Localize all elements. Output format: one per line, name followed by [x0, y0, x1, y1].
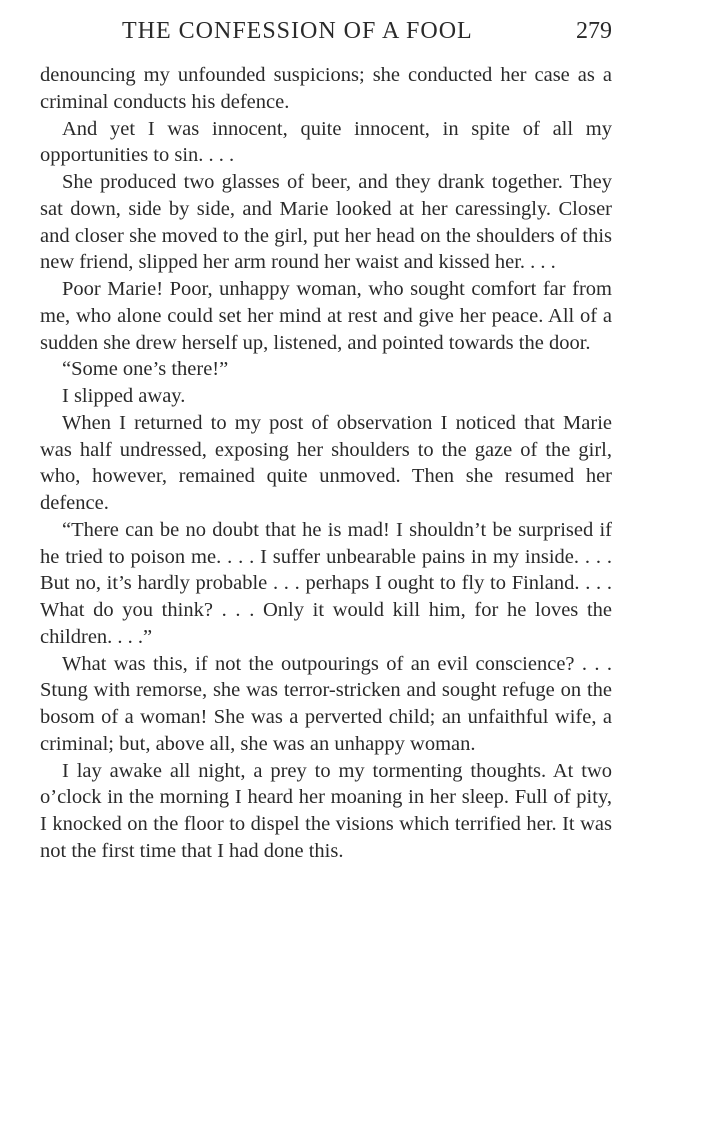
- dialogue-line: “Some one’s there!”: [62, 358, 229, 381]
- running-title: THE CONFESSION OF A FOOL: [122, 18, 473, 44]
- body-text: [40, 62, 612, 865]
- paragraph: When I returned to my post of observation I noticed that Marie was half undressed, exposing her shoulders to the gaze of the girl, who, however, remained quite unmoved. Then she resumed her defence.: [40, 411, 612, 514]
- page-number: 279: [576, 18, 612, 44]
- paragraph: I lay awake all night, a prey to my tormenting thoughts. At two o’clock in the morning I heard her moaning in her sleep. Full of pity, I knocked on the floor to dispel the visions which terrified her. It was not the first time that I had done this.: [40, 759, 612, 862]
- paragraph: She produced two glasses of beer, and they drank together. They sat down, side by side, and Marie looked at her caressingly. Closer and closer she moved to the girl, put her head on the shoulders of this new friend, slipped her arm round her waist and kissed her. . . .: [40, 171, 612, 274]
- paragraph: Poor Marie! Poor, unhappy woman, who sought comfort far from me, who alone could set her mind at rest and give her peace. All of a sudden she drew herself up, listened, and pointed towards the door.: [40, 278, 612, 354]
- paragraph: And yet I was innocent, quite innocent, in spite of all my opportunities to sin. . . .: [40, 117, 612, 167]
- paragraph: I slipped away.: [62, 385, 186, 407]
- dialogue-paragraph: “There can be no doubt that he is mad! I shouldn’t be surprised if he tried to poison me. . . . I suffer unbearable pains in my inside. . . . But no, it’s hardly probable . . . perhaps I ought to fly to Finland. . . . What do you think? . . . Only it would kill him, for he loves the children. . . .”: [40, 518, 612, 648]
- paragraph: What was this, if not the outpourings of an evil conscience? . . . Stung with remorse, she was terror-stricken and sought refuge on the bosom of a woman! She was a perverted child; an unfaithful wife, a criminal; but, above all, she was an unhappy woman.: [40, 652, 612, 755]
- paragraph-continuation: denouncing my unfounded suspicions; she conducted her case as a criminal conducts his defence.: [40, 64, 612, 113]
- page-header: [40, 15, 612, 47]
